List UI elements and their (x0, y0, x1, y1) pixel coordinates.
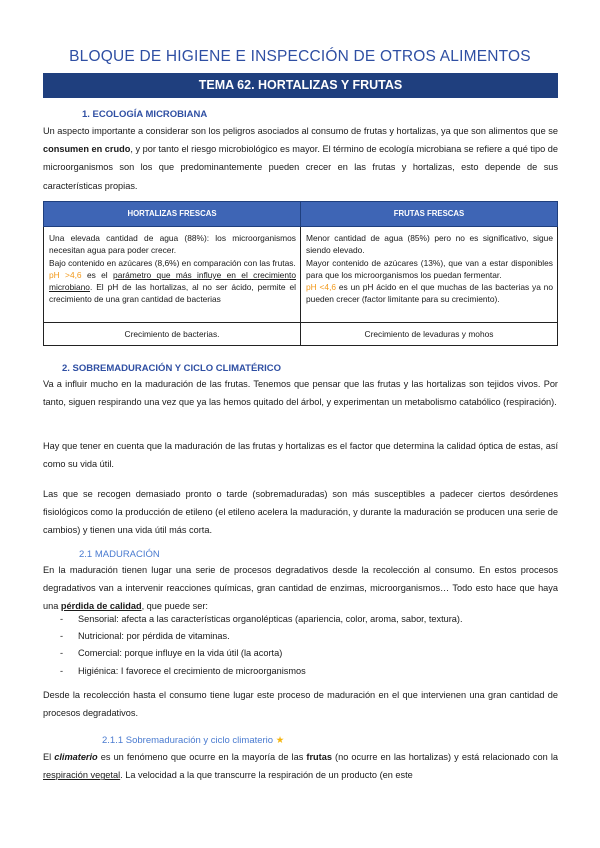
comparison-table (43, 201, 558, 346)
section-2-1-paragraph-2: Desde la recolección hasta el consumo tiene lugar este proceso de maduración en el que intervienen una gran cantidad de procesos degradativos. (43, 690, 558, 719)
star-icon: ★ (275, 735, 285, 746)
table-header-frutas: FRUTAS FRESCAS (301, 202, 558, 227)
table-cell-frutas: Menor cantidad de agua (85%) pero no es significativo, sigue siendo elevado. Mayor contenido de azúcares (13%), que van a estar disponibles para que los microorganismos los puedan fermentar. pH <4,6 es un pH ácido en el que muchas de las bacterias ya no pueden crecer (factor limitante para su crecimiento). (301, 227, 558, 323)
section-2-1-paragraph-1: En la maduración tienen lugar una serie de procesos degradativos desde la recolección al consumo. En estos procesos degradativos van a intervenir reacciones químicas, gran cantidad de enzimas, microorganismos… Todo esto hace que haya una pérdida de calidad, que puede ser: (43, 565, 558, 612)
quality-loss-list (60, 611, 463, 680)
section-2-1-1-heading: 2.1.1 Sobremaduración y ciclo climaterio ★ (102, 735, 285, 746)
table-footer-hortalizas: Crecimiento de bacterias. (44, 323, 301, 346)
block-title: BLOQUE DE HIGIENE E INSPECCIÓN DE OTROS ALIMENTOS (69, 48, 531, 65)
section-2-heading: 2. SOBREMADURACIÓN Y CICLO CLIMATÉRICO (62, 363, 282, 374)
list-item: - Comercial: porque influye en la vida útil (la acorta) (60, 645, 463, 662)
tema-title-bar: TEMA 62. HORTALIZAS Y FRUTAS (43, 73, 558, 98)
section-2-1-1-paragraph: El climaterio es un fenómeno que ocurre en la mayoría de las frutas (no ocurre en las hortalizas) y está relacionado con la respiración vegetal. La velocidad a la que transcurre la respiración de un producto (en este (43, 752, 558, 781)
section-2-1-heading: 2.1 MADURACIÓN (79, 549, 160, 560)
section-2-paragraph-2: Hay que tener en cuenta que la maduración de las frutas y hortalizas es el factor que determina la calidad óptica de estas, así como su vida útil. (43, 441, 558, 470)
section-1-paragraph: Un aspecto importante a considerar son los peligros asociados al consumo de frutas y hortalizas, ya que son alimentos que se consumen en crudo, y por tanto el riesgo microbiológico es mayor. El término de ecología microbiana se refiere a qué tipo de microorganismos son los que predominantemente pueden crecer en las frutas y hortalizas, esto depende de sus características propias. (43, 126, 558, 191)
section-1-heading: 1. ECOLOGÍA MICROBIANA (82, 109, 208, 120)
table-cell-hortalizas: Una elevada cantidad de agua (88%): los microorganismos necesitan agua para poder crecer. Bajo contenido en azúcares (8,6%) en comparación con las frutas. pH >4,6 es el parámetro que más influye en el crecimiento microbiano. El pH de las hortalizas, al no ser ácido, permite el crecimiento de una gran cantidad de bacterias (44, 227, 301, 323)
table-header-hortalizas: HORTALIZAS FRESCAS (44, 202, 301, 227)
section-2-paragraph-3: Las que se recogen demasiado pronto o tarde (sobremaduradas) son más susceptibles a padecer ciertos desórdenes fisiológicos como la producción de etileno (el etileno acelera la maduración, y durante la maduración se producen una serie de cambios) y tienen una vida útil más corta. (43, 489, 558, 536)
list-item: - Higiénica: I favorece el crecimiento de microorganismos (60, 663, 463, 680)
list-item: - Nutricional: por pérdida de vitaminas. (60, 628, 463, 645)
list-item: - Sensorial: afecta a las características organolépticas (apariencia, color, aroma, sabor, textura). (60, 611, 463, 628)
table-footer-frutas: Crecimiento de levaduras y mohos (301, 323, 558, 346)
section-2-paragraph-1: Va a influir mucho en la maduración de las frutas. Tenemos que pensar que las frutas y las hortalizas son tejidos vivos. Por tanto, siguen respirando una vez que ya las hemos quitado del árbol, y experimentan un metabolismo catabólico (respiración). (43, 379, 558, 408)
